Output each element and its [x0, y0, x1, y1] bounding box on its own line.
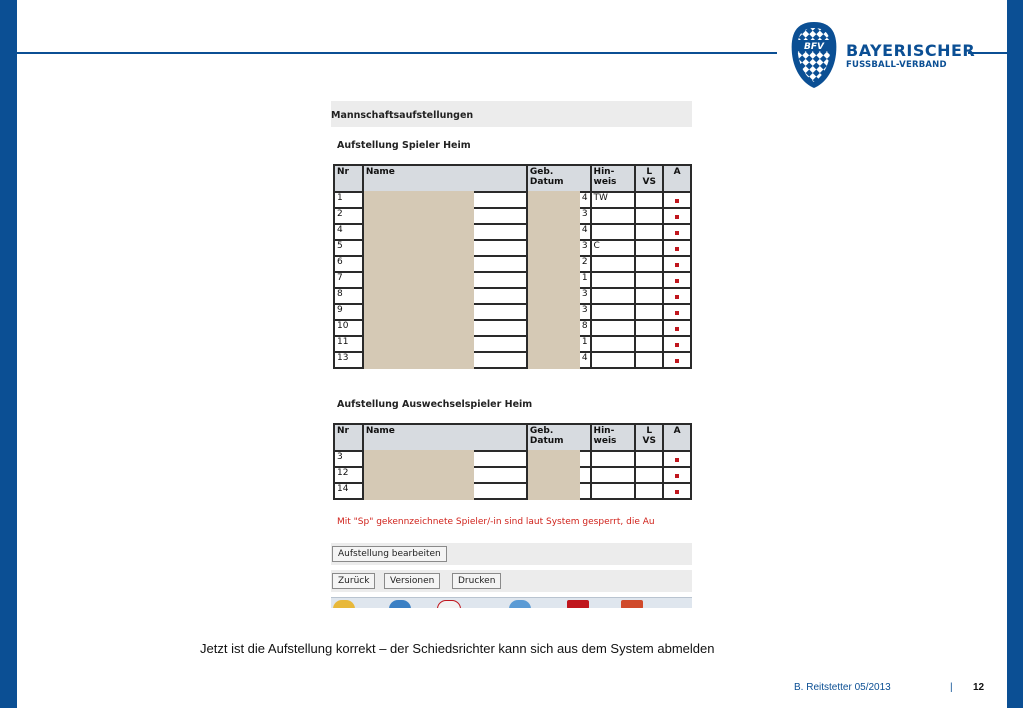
row-nr: 1	[334, 192, 363, 208]
row-hinweis	[591, 483, 636, 499]
versions-button[interactable]: Versionen	[384, 573, 440, 589]
redaction-block	[364, 482, 474, 500]
nav-button-bar	[331, 570, 692, 592]
row-geb-datum-redacted	[527, 208, 591, 224]
row-a	[663, 320, 691, 336]
row-nr: 8	[334, 288, 363, 304]
row-name-redacted	[363, 483, 527, 499]
row-geb-datum-redacted	[527, 451, 591, 467]
row-geb-digit: 3	[581, 305, 588, 315]
table-row	[334, 336, 691, 352]
right-border-bar	[1007, 0, 1023, 708]
status-marker-icon	[675, 215, 679, 219]
table-row	[334, 451, 691, 467]
row-geb-datum-redacted	[527, 336, 591, 352]
table-row	[334, 304, 691, 320]
powerpoint-icon[interactable]	[621, 600, 643, 608]
logo-emblem-text: BFV	[804, 42, 824, 52]
row-a	[663, 272, 691, 288]
col-nr: Nr	[334, 424, 363, 451]
row-name-redacted	[363, 208, 527, 224]
table-row	[334, 240, 691, 256]
row-lvs	[635, 320, 663, 336]
row-name-redacted	[363, 320, 527, 336]
page-number: 12	[973, 682, 985, 693]
redaction-block	[528, 351, 580, 369]
row-lvs	[635, 451, 663, 467]
row-nr: 6	[334, 256, 363, 272]
row-geb-datum-redacted	[527, 304, 591, 320]
row-lvs	[635, 304, 663, 320]
row-a	[663, 256, 691, 272]
table-row	[334, 352, 691, 368]
row-hinweis	[591, 304, 636, 320]
row-name-redacted	[363, 467, 527, 483]
row-geb-digit: 3	[581, 241, 588, 251]
row-hinweis	[591, 288, 636, 304]
row-geb-digit: 1	[581, 273, 588, 283]
table-row	[334, 256, 691, 272]
row-name-redacted	[363, 192, 527, 208]
row-lvs	[635, 192, 663, 208]
col-geb-datum: Geb. Datum	[527, 424, 591, 451]
row-geb-digit: 4	[581, 353, 588, 363]
row-hinweis	[591, 336, 636, 352]
row-geb-datum-redacted	[527, 272, 591, 288]
row-nr: 14	[334, 483, 363, 499]
row-hinweis	[591, 208, 636, 224]
status-marker-icon	[675, 327, 679, 331]
row-geb-datum-redacted	[527, 192, 591, 208]
table-row	[334, 208, 691, 224]
bfv-logo	[788, 20, 976, 90]
row-nr: 9	[334, 304, 363, 320]
row-hinweis	[591, 224, 636, 240]
row-a	[663, 192, 691, 208]
lock-warning-text: Mit "Sp" gekennzeichnete Spieler/-in sind laut System gesperrt, die Au	[337, 517, 655, 527]
row-geb-digit: 1	[581, 337, 588, 347]
section-title: Mannschaftsaufstellungen	[331, 110, 474, 121]
table-header-row	[334, 165, 691, 192]
row-a	[663, 483, 691, 499]
row-name-redacted	[363, 352, 527, 368]
table-row	[334, 272, 691, 288]
row-lvs	[635, 272, 663, 288]
print-button[interactable]: Drucken	[452, 573, 501, 589]
row-geb-digit: 3	[581, 289, 588, 299]
logo-subtitle: FUSSBALL-VERBAND	[846, 60, 947, 70]
row-geb-digit: 8	[581, 321, 588, 331]
redaction-block	[528, 482, 580, 500]
table-row	[334, 467, 691, 483]
col-nr: Nr	[334, 165, 363, 192]
back-button[interactable]: Zurück	[332, 573, 375, 589]
bfv-emblem-icon	[788, 20, 840, 90]
status-marker-icon	[675, 343, 679, 347]
app-icon[interactable]	[437, 600, 461, 608]
row-geb-datum-redacted	[527, 320, 591, 336]
row-geb-datum-redacted	[527, 352, 591, 368]
row-lvs	[635, 288, 663, 304]
col-name: Name	[363, 424, 527, 451]
edit-lineup-button[interactable]: Aufstellung bearbeiten	[332, 546, 447, 562]
edit-button-bar	[331, 543, 692, 565]
row-nr: 7	[334, 272, 363, 288]
status-marker-icon	[675, 279, 679, 283]
row-lvs	[635, 224, 663, 240]
explorer-icon[interactable]	[509, 600, 531, 608]
table-row	[334, 224, 691, 240]
col-geb-datum: Geb. Datum	[527, 165, 591, 192]
row-name-redacted	[363, 304, 527, 320]
subs-lineup-table	[333, 423, 692, 500]
row-hinweis	[591, 256, 636, 272]
col-a: A	[663, 165, 691, 192]
row-hinweis: TW	[591, 192, 636, 208]
row-name-redacted	[363, 224, 527, 240]
slide-caption: Jetzt ist die Aufstellung korrekt – der Schiedsrichter kann sich aus dem System abmelden	[200, 641, 715, 656]
section-header	[331, 101, 692, 127]
home-lineup-table	[333, 164, 692, 369]
row-a	[663, 352, 691, 368]
logo-title: BAYERISCHER	[846, 41, 976, 60]
status-marker-icon	[675, 295, 679, 299]
subs-lineup-heading: Aufstellung Auswechselspieler Heim	[337, 399, 533, 410]
browser-icon[interactable]	[389, 600, 411, 608]
row-a	[663, 224, 691, 240]
status-marker-icon	[675, 199, 679, 203]
row-nr: 4	[334, 224, 363, 240]
row-lvs	[635, 256, 663, 272]
row-geb-datum-redacted	[527, 240, 591, 256]
start-orb-icon[interactable]	[333, 600, 355, 608]
row-hinweis	[591, 451, 636, 467]
row-hinweis: C	[591, 240, 636, 256]
row-hinweis	[591, 467, 636, 483]
footer-separator: |	[950, 682, 953, 693]
row-nr: 13	[334, 352, 363, 368]
status-marker-icon	[675, 311, 679, 315]
row-geb-datum-redacted	[527, 224, 591, 240]
row-nr: 5	[334, 240, 363, 256]
row-hinweis	[591, 320, 636, 336]
table-row	[334, 483, 691, 499]
status-marker-icon	[675, 247, 679, 251]
row-a	[663, 304, 691, 320]
row-geb-digit: 4	[581, 225, 588, 235]
row-nr: 10	[334, 320, 363, 336]
status-marker-icon	[675, 474, 679, 478]
redaction-block	[364, 351, 474, 369]
row-hinweis	[591, 272, 636, 288]
row-geb-datum-redacted	[527, 256, 591, 272]
row-lvs	[635, 483, 663, 499]
row-a	[663, 208, 691, 224]
embedded-screenshot	[331, 101, 692, 608]
row-lvs	[635, 208, 663, 224]
status-marker-icon	[675, 359, 679, 363]
col-a: A	[663, 424, 691, 451]
row-name-redacted	[363, 451, 527, 467]
row-name-redacted	[363, 288, 527, 304]
status-marker-icon	[675, 231, 679, 235]
row-name-redacted	[363, 240, 527, 256]
row-nr: 11	[334, 336, 363, 352]
row-lvs	[635, 240, 663, 256]
windows-taskbar	[331, 597, 692, 608]
row-lvs	[635, 467, 663, 483]
col-hinweis: Hin- weis	[591, 165, 636, 192]
table-row	[334, 320, 691, 336]
status-marker-icon	[675, 458, 679, 462]
row-nr: 12	[334, 467, 363, 483]
row-a	[663, 288, 691, 304]
row-hinweis	[591, 352, 636, 368]
row-geb-datum-redacted	[527, 467, 591, 483]
row-name-redacted	[363, 336, 527, 352]
col-lvs: L VS	[635, 165, 663, 192]
table-header-row	[334, 424, 691, 451]
row-lvs	[635, 336, 663, 352]
col-lvs: L VS	[635, 424, 663, 451]
row-a	[663, 336, 691, 352]
col-name: Name	[363, 165, 527, 192]
status-marker-icon	[675, 263, 679, 267]
table-row	[334, 288, 691, 304]
acrobat-icon[interactable]	[567, 600, 589, 608]
row-nr: 3	[334, 451, 363, 467]
row-a	[663, 451, 691, 467]
home-lineup-heading: Aufstellung Spieler Heim	[337, 140, 471, 151]
row-lvs	[635, 352, 663, 368]
header-rule-left	[17, 52, 777, 54]
row-a	[663, 467, 691, 483]
row-geb-datum-redacted	[527, 288, 591, 304]
status-marker-icon	[675, 490, 679, 494]
row-geb-digit: 3	[581, 209, 588, 219]
row-nr: 2	[334, 208, 363, 224]
footer-author: B. Reitstetter 05/2013	[794, 682, 891, 693]
row-name-redacted	[363, 256, 527, 272]
col-hinweis: Hin- weis	[591, 424, 636, 451]
row-geb-digit: 4	[581, 193, 588, 203]
row-name-redacted	[363, 272, 527, 288]
row-a	[663, 240, 691, 256]
row-geb-digit: 2	[581, 257, 588, 267]
row-geb-datum-redacted	[527, 483, 591, 499]
left-border-bar	[0, 0, 17, 708]
table-row	[334, 192, 691, 208]
